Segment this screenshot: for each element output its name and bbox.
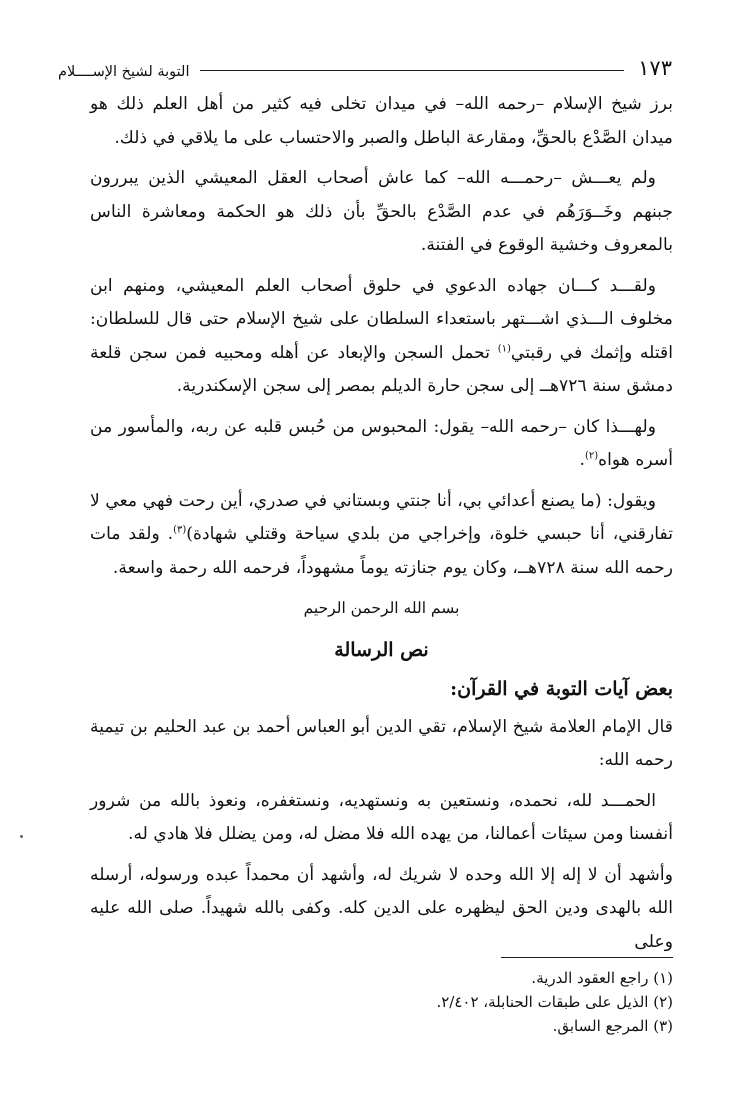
running-title: التوبة لشيخ الإســــلام xyxy=(58,64,190,80)
paragraph-6: قال الإمام العلامة شيخ الإسلام، تقي الدين أبو العباس أحمد بن عبد الحليم بن تيمية رحمه الله: xyxy=(90,716,673,770)
page-body xyxy=(90,88,673,966)
footnotes xyxy=(90,966,673,1038)
footnote-ref-1: (١) xyxy=(497,342,511,354)
footnote-1: (١) راجع العقود الدرية. xyxy=(531,969,673,987)
basmala: بسم الله الرحمن الرحيم xyxy=(303,599,460,617)
paragraph-4 xyxy=(90,411,673,478)
paragraph-8: وأشهد أن لا إله إلا الله وحده لا شريك له، وأشهد أن محمداً عبده ورسوله، أرسله الله بالهدى ودين الحق ليظهره على الدين كله. وكفى بالله شهيداً. صلى الله عليه وعلى xyxy=(90,864,673,952)
header-rule xyxy=(200,70,625,71)
section-title: نص الرسالة xyxy=(334,638,429,661)
paragraph-3 xyxy=(90,270,673,404)
footnote-ref-3: (٣) xyxy=(173,524,187,536)
page-header xyxy=(58,50,672,80)
margin-speck xyxy=(20,835,23,838)
footnote-2: (٢) الذيل على طبقات الحنابلة، ٢/٤٠٢. xyxy=(436,993,673,1011)
footnote-ref-2: (٢) xyxy=(584,450,599,462)
paragraph-3-text-a: ولقـــد كـــان جهاده الدعوي في حلوق أصحاب العلم المعيشي، ومنهم ابن مخلوف الـــذي اشـــتهر باستعداء السلطان على شيخ الإسلام حتى قال للسلطان: اقتله وإثمك في رقبتي xyxy=(90,275,673,363)
paragraph-1: برز شيخ الإسلام –رحمه الله– في ميدان تخلى فيه كثير من أهل العلم ذلك هو ميدان الصَّدْع بالحقِّ، ومقارعة الباطل والصبر والاحتساب على ما يلاقي في ذلك. xyxy=(90,94,673,148)
sub-heading: بعض آيات التوبة في القرآن: xyxy=(450,678,673,700)
paragraph-5-text-a: ويقول: (ما يصنع أعدائي بي، أنا جنتي وبستاني في صدري، أين رحت فهي معي لا تفارقني، أنا حبسي خلوة، وإخراجي من بلدي سياحة وقتلي شهادة) xyxy=(90,490,673,544)
page-number: ١٧٣ xyxy=(638,56,672,80)
footnote-3: (٣) المرجع السابق. xyxy=(552,1017,673,1035)
paragraph-7: الحمـــد لله، نحمده، ونستعين به ونستهديه، ونستغفره، ونعوذ بالله من شرور أنفسنا ومن سيئات أعمالنا، من يهده الله فلا مضل له، ومن يضلل فلا هادي له. xyxy=(90,790,673,844)
paragraph-2: ولم يعـــش –رحمـــه الله– كما عاش أصحاب العقل المعيشي الذين يبررون جبنهم وخَــوَرَهُم في عدم الصَّدْع بالحقِّ بأن ذلك هو الحكمة ومعاشرة الناس بالمعروف وخشية الوقوع في الفتنة. xyxy=(90,168,673,255)
paragraph-5-text-b: . ولقد مات رحمه الله سنة ٧٢٨هــ، وكان يوم جنازته يوماً مشهوداً، فرحمه الله رحمة واسعة. xyxy=(90,524,673,578)
footnote-divider xyxy=(501,957,673,958)
paragraph-3-text-b: تحمل السجن والإبعاد عن أهله ومحبيه فمن سجن قلعة دمشق سنة ٧٢٦هــ إلى سجن حارة الديلم بمصر إلى سجن الإسكندرية. xyxy=(90,342,673,396)
paragraph-4-text-b: . xyxy=(579,450,585,470)
paragraph-4-text-a: ولهـــذا كان –رحمه الله– يقول: المحبوس من حُبس قلبه عن ربه، والمأسور من أسره هواه xyxy=(90,416,673,470)
paragraph-5 xyxy=(90,485,673,586)
